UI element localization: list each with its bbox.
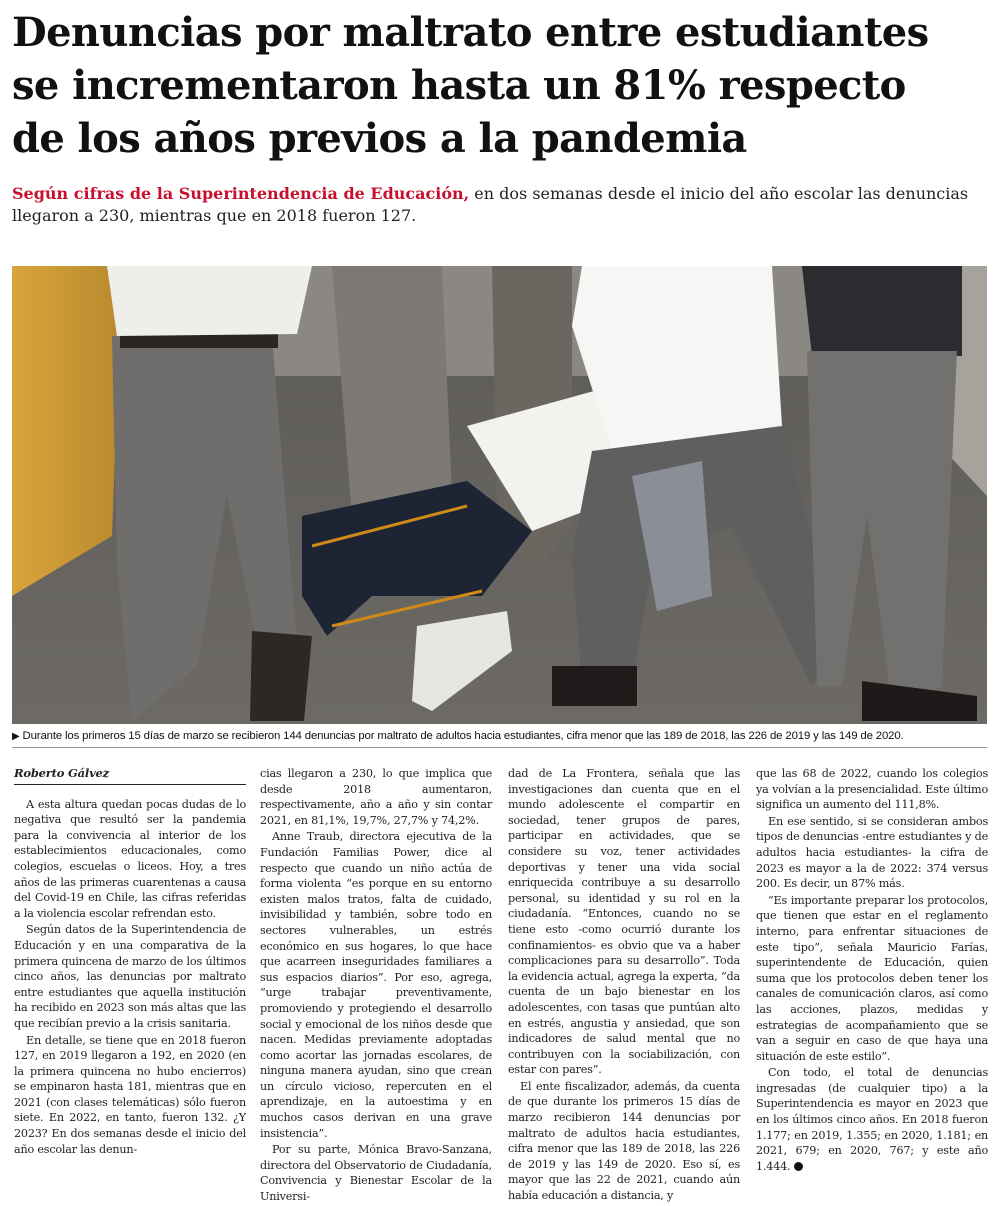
subheadline	[12, 183, 992, 227]
column-3-paragraph: dad de La Frontera, señala que las investigaciones dan cuenta que en el mundo adolescente el compartir en sociedad, tener grupos de pares, participar en actividades, que se considere su voz, tener actividades deportivas y tener una vida social enriquecida contribuye a su desarrollo personal, su identidad y su rol en la ciudadanía. “Entonces, cuando no se tiene esto -como ocurrió durante los confinamientos- es obvio que va a haber complicaciones para su desarrollo”. Toda la evidencia actual, agrega la experta, “da cuenta de un bajo bienestar en los adolescentes, con tasas que puntúan alto en estrés, angustia y ansiedad, que son indicadores de salud mental que no contribuyen con la sociabilización, con estar con pares”.	[508, 767, 740, 1077]
column-4-paragraph: En ese sentido, si se consideran ambos tipos de denuncias -entre estudiantes y de adultos hacia estudiantes- la cifra de 2023 es mayor a la de 2022: 374 versus 200. Es decir, un 87% más.	[756, 814, 988, 891]
column-3-paragraph: El ente fiscalizador, además, da cuenta de que durante los primeros 15 días de marzo recibieron 144 denuncias por maltrato de adultos hacia estudiantes, cifra menor que las 189 de 2018, las 226 de 2019 y las 149 de 2020. Eso sí, es mayor que las 22 de 2021, cuando aún había educación a distancia, y	[508, 1079, 740, 1203]
column-1-paragraph: Según datos de la Superintendencia de Educación y en una comparativa de la primera quincena de marzo de los últimos cinco años, las denuncias por maltrato entre estudiantes que aquella institución ha recibido en 2023 son más altas que las que recibían previo a la crisis sanitaria.	[14, 923, 246, 1030]
article-column-4	[756, 766, 988, 1175]
column-1-paragraph: A esta altura quedan pocas dudas de lo negativa que resultó ser la pandemia para la convivencia al interior de los establecimientos educacionales, como colegios, escuelas o liceos. Hoy, a tres años de las primeras cuarentenas a causa del Covid-19 en Chile, las cifras referidas a la violencia escolar refrendan esto.	[14, 797, 246, 920]
column-4-paragraph: “Es importante preparar los protocolos, que tienen que estar en el reglamento interno, para enfrentar situaciones de este tipo”, señala Mauricio Farías, superintendente de Educación, quien suma que los protocolos deben tener los canales de comunicación claros, así como las acciones, plazos, medidas y estrategias de acompañamiento que se van a seguir en caso de que haya una situación de este estilo”.	[756, 893, 988, 1063]
caption-divider	[12, 747, 987, 748]
article-column-2	[260, 766, 492, 1206]
column-4-paragraph	[756, 1065, 988, 1174]
end-of-article-icon	[794, 1162, 803, 1171]
column-2-paragraph: cias llegaron a 230, lo que implica que desde 2018 aumentaron, respectivamente, año a año y sin contar 2021, en 81,1%, 19,7%, 27,7% y 74,2%.	[260, 767, 492, 827]
article-column-1	[14, 766, 246, 1158]
column-1-paragraph: En detalle, se tiene que en 2018 fueron 127, en 2019 llegaron a 192, en 2020 (en la primera quincena no hubo encierros) se empinaron hasta 181, mientras que en 2021 (con clases telemáticas) sólo fueron siete. En 2022, en tanto, fueron 132. ¿Y 2023? En dos semanas desde el inicio del año escolar las denun-	[14, 1033, 246, 1156]
subheadline-lead: Según cifras de la Superintendencia de Educación,	[12, 184, 470, 203]
headline	[12, 6, 992, 165]
column-2-paragraph: Anne Traub, directora ejecutiva de la Fundación Familias Power, dice al respecto que cuando un niño actúa de forma violenta “es porque en su entorno existen malos tratos, falta de cuidado, invisibilidad y también, sobre todo en sectores vulnerables, un estrés económico en sus hogares, lo que hace que acarreen inseguridades familiares a sus espacios diarios”. Por eso, agrega, “urge trabajar preventivamente, promoviendo y protegiendo el desarrollo social y emocional de los niños desde que nacen. Medidas previamente adoptadas como acortar las jornadas escolares, de ninguna manera ayudan, sino que crean un círculo vicioso, repercuten en el aprendizaje, en la autoestima y en muchos casos derivan en una grave insistencia”.	[260, 830, 492, 1140]
caption-text: Durante los primeros 15 días de marzo se recibieron 144 denuncias por maltrato de adultos hacia estudiantes, cifra menor que las 189 de 2018, las 226 de 2019 y las 149 de 2020.	[22, 730, 904, 742]
column-4-last-paragraph-text: Con todo, el total de denuncias ingresadas (de cualquier tipo) a la Superintendencia es mayor en 2023 que en los últimos cinco años. En 2018 fueron 1.177; en 2019, 1.355; en 2020, 1.181; en 2021, 679; en 2020, 767; y este año 1.444.	[756, 1066, 988, 1173]
article-column-3	[508, 766, 740, 1205]
byline: Roberto Gálvez	[14, 766, 246, 785]
headline-line-3: de los años previos a la pandemia	[12, 115, 747, 162]
headline-line-1: Denuncias por maltrato entre estudiantes	[12, 9, 929, 56]
column-2-paragraph: Por su parte, Mónica Bravo-Sanzana, directora del Observatorio de Ciudadanía, Convivencia y Bienestar Escolar de la Universi-	[260, 1143, 492, 1204]
subheadline-rest: en dos semanas desde el inicio del año escolar las denuncias llegaron a 230, mientras que en 2018 fueron 127.	[12, 184, 969, 225]
photo-caption	[12, 728, 987, 745]
article-photo	[12, 266, 987, 724]
column-4-paragraph: que las 68 de 2022, cuando los colegios ya volvían a la presencialidad. Este último significa un aumento del 111,8%.	[756, 767, 988, 812]
headline-line-2: se incrementaron hasta un 81% respecto	[12, 62, 906, 109]
caption-triangle-icon: ▶	[12, 731, 20, 742]
